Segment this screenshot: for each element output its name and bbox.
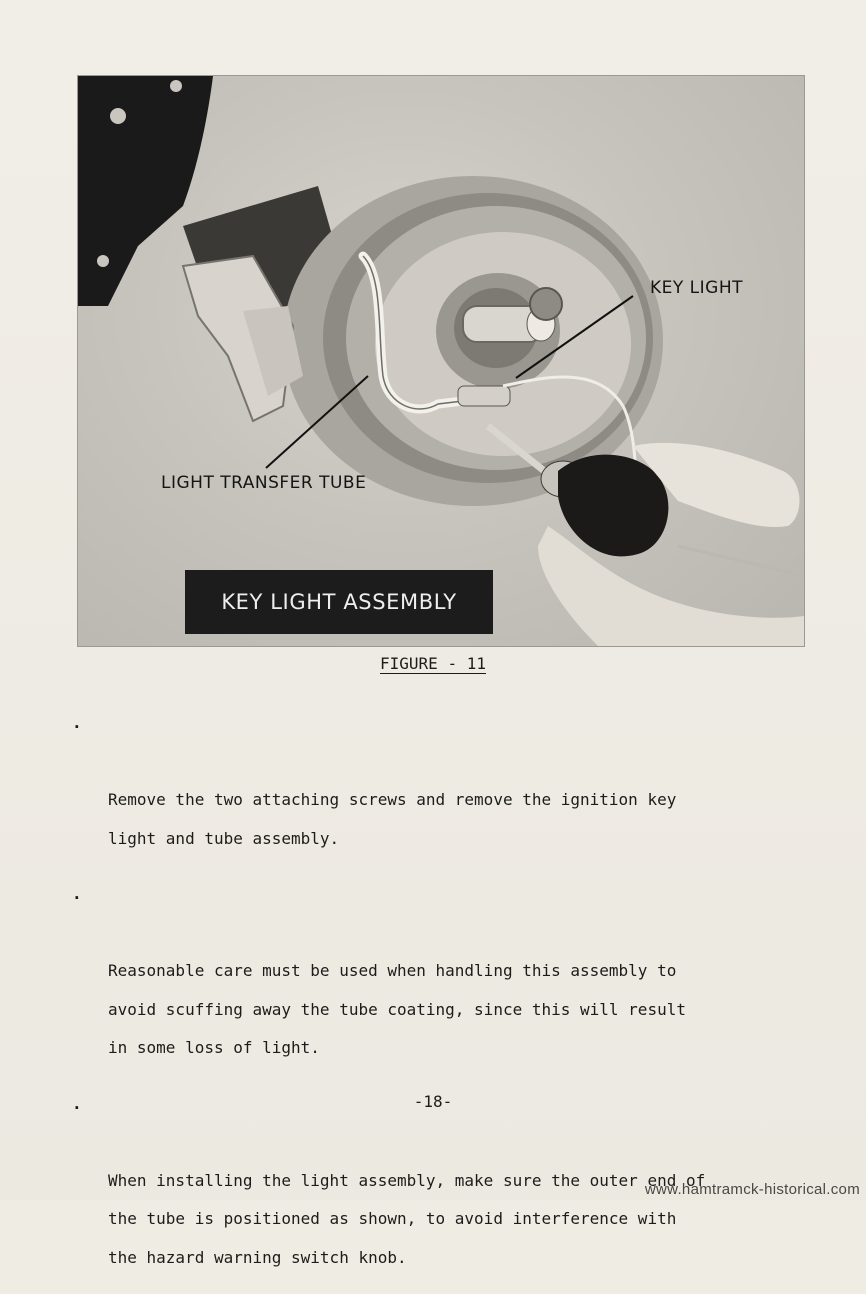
figure-photo	[77, 75, 805, 647]
key-light-callout: KEY LIGHT	[650, 278, 744, 298]
bullet-marker: .	[72, 1093, 82, 1113]
instruction-item	[70, 875, 830, 1068]
figure-title-text: FIGURE - 11	[380, 654, 486, 673]
instruction-list	[70, 704, 830, 1294]
bullet-marker: .	[72, 713, 82, 732]
site-watermark: www.hamtramck-historical.com	[644, 1181, 860, 1198]
bullet-marker: .	[72, 884, 82, 903]
light-transfer-tube-callout: LIGHT TRANSFER TUBE	[161, 473, 367, 493]
instruction-text: When installing the light assembly, make sure the outer end of the tube is positioned as shown, to avoid interference with the hazard warning switch knob.	[108, 1170, 706, 1267]
figure-caption-box	[185, 570, 493, 634]
instruction-text: Reasonable care must be used when handling this assembly to avoid scuffing away the tube coating, since this will result in some loss of light.	[108, 961, 686, 1057]
figure-title	[0, 654, 866, 673]
figure-caption: KEY LIGHT ASSEMBLY	[221, 590, 457, 614]
steering-column-illustration	[78, 76, 804, 646]
instruction-text: Remove the two attaching screws and remove the ignition key light and tube assembly.	[108, 790, 677, 848]
instruction-item	[70, 704, 830, 858]
page-number: -18-	[413, 1092, 453, 1111]
